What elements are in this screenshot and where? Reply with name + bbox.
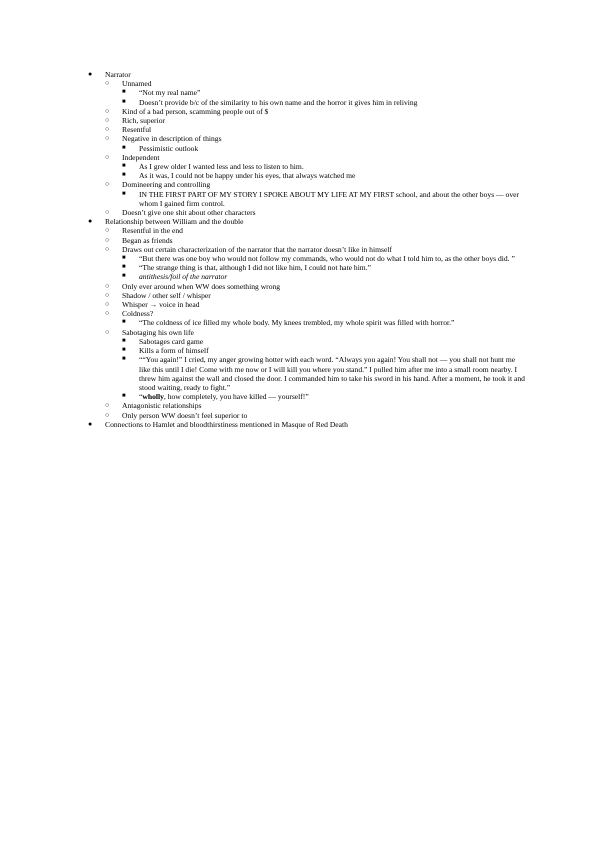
bold-word: wholly <box>142 392 164 402</box>
list-item <box>122 337 528 346</box>
list-item <box>105 291 528 300</box>
bullet-square-icon <box>122 190 132 199</box>
list-item <box>122 272 528 281</box>
bullet-square-icon <box>122 346 132 355</box>
list-item <box>122 346 528 355</box>
list-item <box>105 125 528 134</box>
list-item <box>105 236 528 245</box>
bullet-dot-icon <box>88 70 98 79</box>
outline-label: Rich, superior <box>122 116 166 126</box>
outline-item-independent <box>105 153 528 181</box>
bullet-square-icon <box>122 88 132 97</box>
outline-item-draws-out <box>105 245 528 282</box>
bullet-dot-icon <box>88 420 98 429</box>
bullet-circle-icon <box>105 79 115 88</box>
list-item <box>105 107 528 116</box>
outline-label: Antagonistic relationships <box>122 401 202 411</box>
list-item <box>105 411 528 420</box>
outline-label: Unnamed <box>122 79 152 89</box>
outline-label: As it was, I could not be happy under his eyes, that always watched me <box>139 171 356 181</box>
quote-open: “ <box>139 392 143 402</box>
outline-label: As I grew older I wanted less and less to listen to him. <box>139 162 304 172</box>
bullet-square-icon <box>122 337 132 346</box>
bullet-square-icon <box>122 392 132 401</box>
bullet-square-icon <box>122 254 132 263</box>
list-item <box>122 190 528 208</box>
outline-item-narrator <box>88 70 528 217</box>
list-item <box>122 98 528 107</box>
outline-label <box>139 392 309 401</box>
bullet-circle-icon <box>105 236 115 245</box>
list-item <box>122 392 528 401</box>
outline-label: Connections to Hamlet and bloodthirstiness mentioned in Masque of Red Death <box>105 419 348 429</box>
bullet-circle-icon <box>105 291 115 300</box>
sub-list <box>105 226 528 419</box>
outline-item-negative <box>105 134 528 152</box>
bullet-dot-icon <box>88 217 98 226</box>
outline-label: Domineering and controlling <box>122 180 211 190</box>
outline-item-domineering <box>105 180 528 208</box>
outline-label: Sabotages card game <box>139 336 204 346</box>
outline-label: Shadow / other self / whisper <box>122 290 211 300</box>
outline-label: “The strange thing is that, although I did not like him, I could not hate him.” <box>139 263 371 273</box>
outline-label: Negative in description of things <box>122 134 222 144</box>
outline-item-coldness <box>105 309 528 327</box>
list-item <box>122 318 528 327</box>
list-item <box>105 226 528 235</box>
bullet-circle-icon <box>105 134 115 143</box>
list-item <box>105 116 528 125</box>
sub-list <box>122 162 528 180</box>
bullet-square-icon <box>122 318 132 327</box>
bullet-circle-icon <box>105 282 115 291</box>
bullet-square-icon <box>122 263 132 272</box>
notes-outline <box>88 70 528 429</box>
outline-label: Independent <box>122 152 160 162</box>
bullet-circle-icon <box>105 300 115 309</box>
bullet-circle-icon <box>105 107 115 116</box>
outline-label: Only person WW doesn’t feel superior to <box>122 410 248 420</box>
list-item <box>105 282 528 291</box>
list-item <box>105 208 528 217</box>
outline-label: “The coldness of ice filled my whole body. My knees trembled, my whole spirit was filled with horror.” <box>139 318 455 328</box>
bullet-circle-icon <box>105 401 115 410</box>
sub-list <box>122 144 528 153</box>
sub-list <box>122 318 528 327</box>
outline-label: Relationship between William and the double <box>105 217 244 227</box>
bullet-circle-icon <box>105 125 115 134</box>
sub-list <box>105 79 528 217</box>
outline-item-sabotaging <box>105 328 528 402</box>
outline-label: Kind of a bad person, scamming people out of $ <box>122 106 269 116</box>
bullet-circle-icon <box>105 180 115 189</box>
outline-item-unnamed <box>105 79 528 107</box>
outline-label: Doesn’t give one shit about other characters <box>122 208 256 218</box>
bullet-circle-icon <box>105 309 115 318</box>
list-item <box>105 401 528 410</box>
outline-label: Pessimistic outlook <box>139 143 199 153</box>
outline-item-connections <box>88 420 528 429</box>
bullet-square-icon <box>122 98 132 107</box>
outline-label: Began as friends <box>122 235 173 245</box>
list-item <box>122 88 528 97</box>
list-item <box>122 162 528 171</box>
list-item <box>122 355 528 392</box>
bullet-square-icon <box>122 162 132 171</box>
outline-label: Doesn’t provide b/c of the similarity to his own name and the horror it gives him in reliving <box>139 97 418 107</box>
outline-label: Resentful <box>122 125 152 135</box>
list-item <box>122 263 528 272</box>
outline-label: “But there was one boy who would not follow my commands, who would not do what I told him to, as the other boys did. ” <box>139 254 515 264</box>
outline-label: Kills a form of himself <box>139 346 209 356</box>
bullet-circle-icon <box>105 153 115 162</box>
bullet-circle-icon <box>105 116 115 125</box>
sub-list <box>122 190 528 208</box>
outline-label: Resentful in the end <box>122 226 183 236</box>
list-item <box>122 254 528 263</box>
outline-item-relationship <box>88 217 528 419</box>
outline-label: Draws out certain characterization of the narrator that the narrator doesn’t like in himself <box>122 244 392 254</box>
outline-label: Sabotaging his own life <box>122 327 194 337</box>
bullet-circle-icon <box>105 245 115 254</box>
outline-label: Coldness? <box>122 309 154 319</box>
outline-label: ““You again!” I cried, my anger growing hotter with each word. “Always you again! You shall not — you shall not hunt me like this until I die! Come with me now or I will kill you where you stand.” I pulled him after me into a small room nearby. I threw him against the wall and closed the door. I commanded him to take his sword in his hand. After a moment, he took it and stood waiting, ready to fight.” <box>139 355 525 392</box>
outline-label: antithesis/foil of the narrator <box>139 272 228 282</box>
outline-label: IN THE FIRST PART OF MY STORY I SPOKE ABOUT MY LIFE AT MY FIRST school, and about the other boys — over whom I gained firm control. <box>139 189 520 208</box>
sub-list <box>122 88 528 106</box>
quote-rest: , how completely, you have killed — yourself!” <box>163 392 309 402</box>
outline-label: Narrator <box>105 70 131 79</box>
sub-list <box>122 254 528 282</box>
list-item <box>105 300 528 309</box>
outline-label: Whisper → voice in head <box>122 300 200 310</box>
bullet-circle-icon <box>105 328 115 337</box>
bullet-square-icon <box>122 171 132 180</box>
list-item <box>122 171 528 180</box>
bullet-square-icon <box>122 355 132 364</box>
bullet-square-icon <box>122 144 132 153</box>
bullet-circle-icon <box>105 226 115 235</box>
bullet-square-icon <box>122 272 132 281</box>
bullet-circle-icon <box>105 411 115 420</box>
bullet-circle-icon <box>105 208 115 217</box>
sub-list <box>122 337 528 401</box>
list-item <box>122 144 528 153</box>
outline-label: “Not my real name” <box>139 88 201 98</box>
outline-label: Only ever around when WW does something wrong <box>122 281 281 291</box>
